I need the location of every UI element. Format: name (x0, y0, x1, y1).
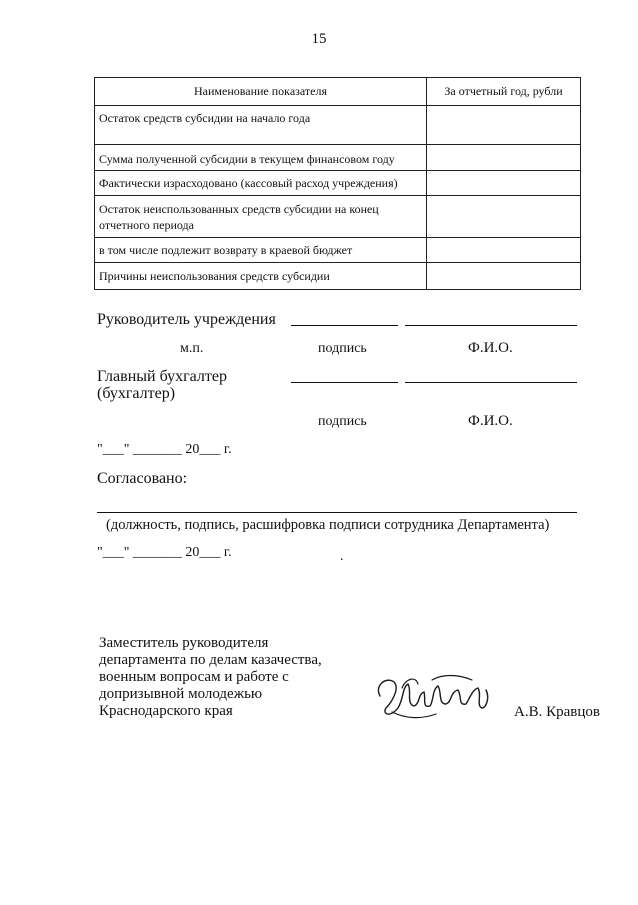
table-row (95, 106, 581, 145)
table-header-row (95, 78, 581, 106)
row-value-cell (427, 196, 581, 238)
row-label: Фактически израсходовано (кассовый расход учреждения) (95, 171, 427, 196)
fio-caption: Ф.И.О. (468, 340, 513, 356)
table-row (95, 171, 581, 196)
row-value-cell (427, 171, 581, 196)
subsidy-report-table (94, 77, 581, 290)
head-signature-line (291, 325, 398, 326)
department-signature-line (97, 512, 577, 513)
closing-line: Краснодарского края (99, 703, 233, 719)
accountant-sublabel: (бухгалтер) (97, 385, 176, 402)
table-row (95, 238, 581, 263)
signature-caption: подпись (318, 341, 367, 356)
handwritten-signature (372, 668, 497, 733)
signature-caption: подпись (318, 414, 367, 429)
table-header: Наименование показателя (95, 78, 427, 106)
agreed-label: Согласовано: (97, 470, 188, 487)
closing-line: Заместитель руководителя (99, 635, 269, 651)
row-value-cell (427, 263, 581, 290)
page-number: 15 (311, 31, 327, 47)
accountant-name-line (405, 382, 577, 383)
stamp-label: м.п. (180, 341, 204, 356)
head-name-line (405, 325, 577, 326)
date-line: "___" _______ 20___ г. (97, 545, 232, 560)
accountant-label: Главный бухгалтер (97, 368, 227, 385)
closing-line: военным вопросам и работе с (99, 669, 289, 685)
closing-title-block (99, 635, 322, 720)
row-value-cell (427, 145, 581, 171)
department-caption: (должность, подпись, расшифровка подписи сотрудника Департамента) (106, 517, 550, 533)
table-row (95, 196, 581, 238)
table-row (95, 145, 581, 171)
date-line: "___" _______ 20___ г. (97, 442, 232, 457)
table-header: За отчетный год, рубли (427, 78, 581, 106)
row-label: Остаток неиспользованных средств субсидии на конец отчетного периода (95, 196, 427, 238)
row-value-cell (427, 106, 581, 145)
signer-name: А.В. Кравцов (514, 704, 600, 720)
row-label: в том числе подлежит возврату в краевой бюджет (95, 238, 427, 263)
row-label: Остаток средств субсидии на начало года (95, 106, 427, 145)
fio-caption: Ф.И.О. (468, 413, 513, 429)
accountant-signature-line (291, 382, 398, 383)
stray-dot: . (340, 549, 344, 564)
table-row (95, 263, 581, 290)
row-label: Сумма полученной субсидии в текущем финансовом году (95, 145, 427, 171)
row-value-cell (427, 238, 581, 263)
head-label: Руководитель учреждения (97, 311, 276, 328)
closing-line: допризывной молодежью (99, 686, 263, 702)
row-label: Причины неиспользования средств субсидии (95, 263, 427, 290)
closing-line: департамента по делам казачества, (99, 652, 322, 668)
